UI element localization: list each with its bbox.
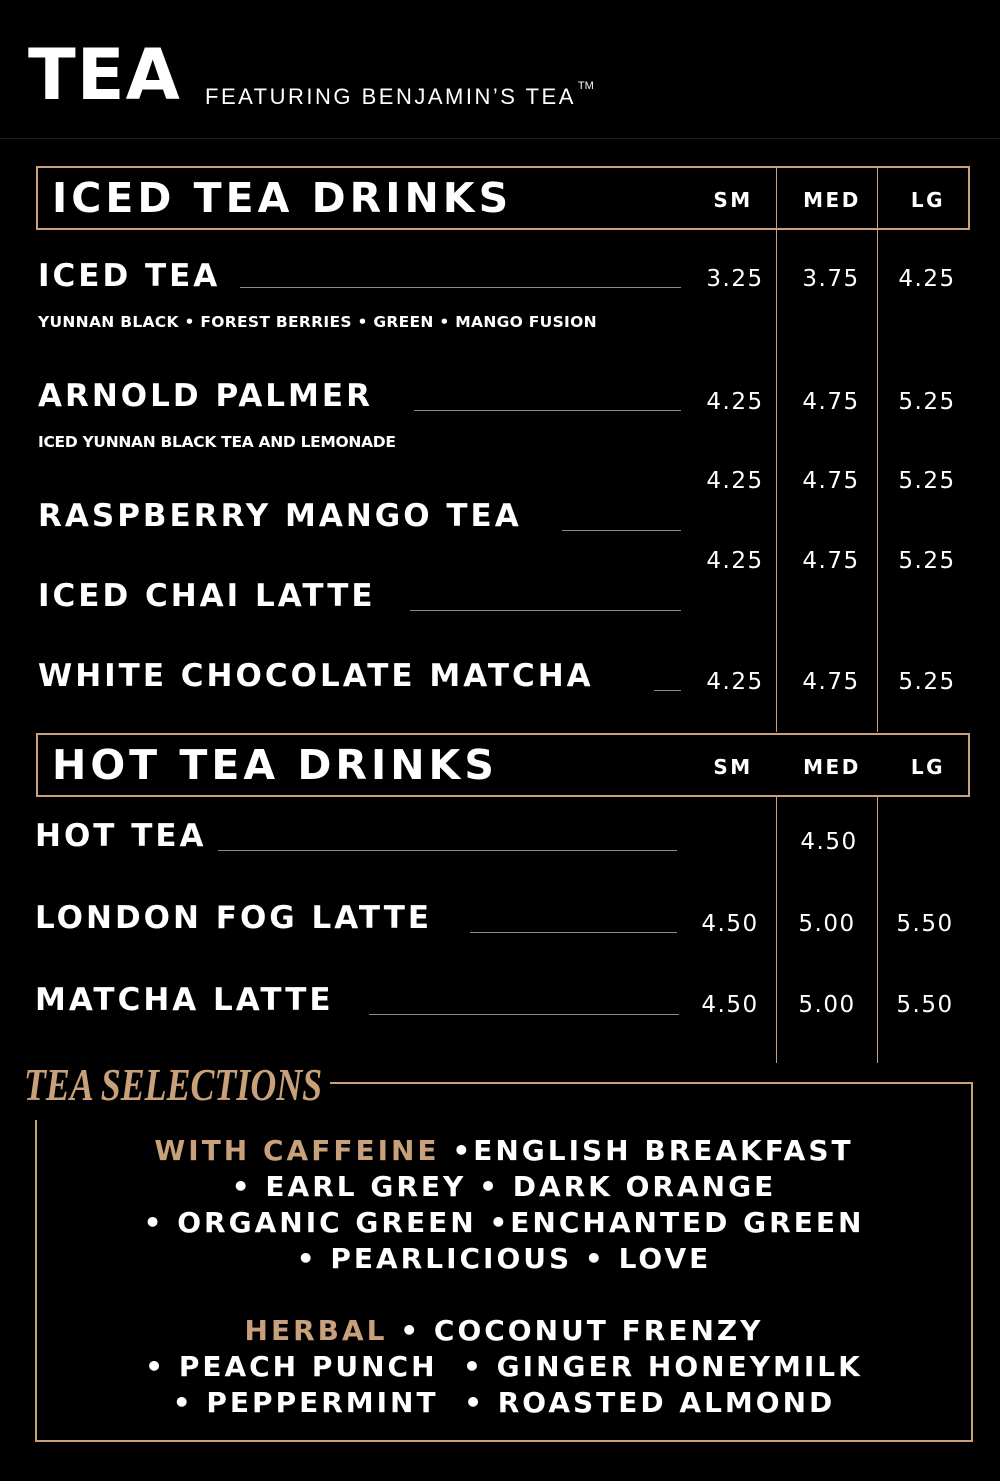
trademark-mark: TM [577,80,594,92]
tea-list: • COCONUT FRENZY [400,1314,764,1347]
price-lg: 5.25 [898,389,956,415]
leader-line [369,1014,679,1015]
price-sm: 3.25 [706,266,764,292]
price-lg: 4.25 [898,266,956,292]
price-med: 4.75 [802,548,860,574]
caffeine-line [37,1134,971,1167]
menu-item-name: WHITE CHOCOLATE MATCHA [38,658,594,694]
price-lg: 5.25 [898,669,956,695]
price-lg: 5.50 [896,992,954,1018]
column-divider [776,166,777,732]
price-med: 3.75 [802,266,860,292]
column-divider [776,797,777,1063]
menu-item-name: LONDON FOG LATTE [35,900,433,936]
header-divider [0,138,1000,139]
price-med: 4.75 [802,389,860,415]
iced-col-sm: SM [713,188,753,212]
tea-selections-title: TEA SELECTIONS [24,1059,323,1110]
leader-line [470,932,677,933]
menu-item-name: ICED CHAI LATTE [38,578,376,614]
leader-line [562,530,681,531]
caffeine-line: • EARL GREY • DARK ORANGE [231,1170,777,1203]
price-med: 4.75 [802,669,860,695]
price-sm: 4.50 [701,992,759,1018]
price-lg: 5.25 [898,468,956,494]
iced-section-title: ICED TEA DRINKS [52,174,513,222]
menu-item-name: ARNOLD PALMER [38,378,373,414]
menu-item-name: ICED TEA [38,258,221,294]
menu-item-name: MATCHA LATTE [35,982,334,1018]
menu-item-description: YUNNAN BLACK • FOREST BERRIES • GREEN • MANGO FUSION [38,313,597,331]
price-sm: 4.25 [706,669,764,695]
column-divider [877,797,878,1063]
price-lg: 5.25 [898,548,956,574]
price-sm: 4.25 [706,389,764,415]
iced-section-header [36,166,970,230]
hot-col-med: MED [803,755,861,779]
selections-border-bottom [35,1440,973,1442]
price-sm: 4.50 [701,911,759,937]
caffeine-label: WITH CAFFEINE [154,1134,440,1167]
selections-border-top [330,1082,973,1084]
page-title: TEA [28,34,181,116]
menu-item-name: HOT TEA [35,818,207,854]
column-divider [877,166,878,732]
leader-line [414,410,681,411]
price-med: 5.00 [798,911,856,937]
page-subtitle [205,80,594,110]
price-med: 4.75 [802,468,860,494]
leader-line [410,610,681,611]
price-med: 5.00 [798,992,856,1018]
price-lg: 5.50 [896,911,954,937]
herbal-line [37,1314,971,1347]
herbal-line: • PEACH PUNCH • GINGER HONEYMILK [145,1350,863,1383]
selections-border-right [971,1082,973,1442]
iced-col-med: MED [803,188,861,212]
price-med: 4.50 [800,829,858,855]
herbal-label: HERBAL [244,1314,388,1347]
caffeine-line: • PEARLICIOUS • LOVE [296,1242,712,1275]
iced-col-lg: LG [910,188,946,212]
price-sm: 4.25 [706,468,764,494]
hot-col-sm: SM [713,755,753,779]
leader-line [218,850,677,851]
caffeine-line: • ORGANIC GREEN •ENCHANTED GREEN [143,1206,865,1239]
leader-line [654,690,681,691]
hot-section-header [36,733,970,797]
price-sm: 4.25 [706,548,764,574]
menu-item-name: RASPBERRY MANGO TEA [38,498,522,534]
herbal-line: • PEPPERMINT • ROASTED ALMOND [172,1386,836,1419]
hot-col-lg: LG [910,755,946,779]
hot-section-title: HOT TEA DRINKS [52,741,498,789]
leader-line [240,287,681,288]
subtitle-text: FEATURING BENJAMIN’S TEA [205,84,576,109]
tea-list: •ENGLISH BREAKFAST [452,1134,854,1167]
menu-item-description: ICED YUNNAN BLACK TEA AND LEMONADE [38,433,396,451]
